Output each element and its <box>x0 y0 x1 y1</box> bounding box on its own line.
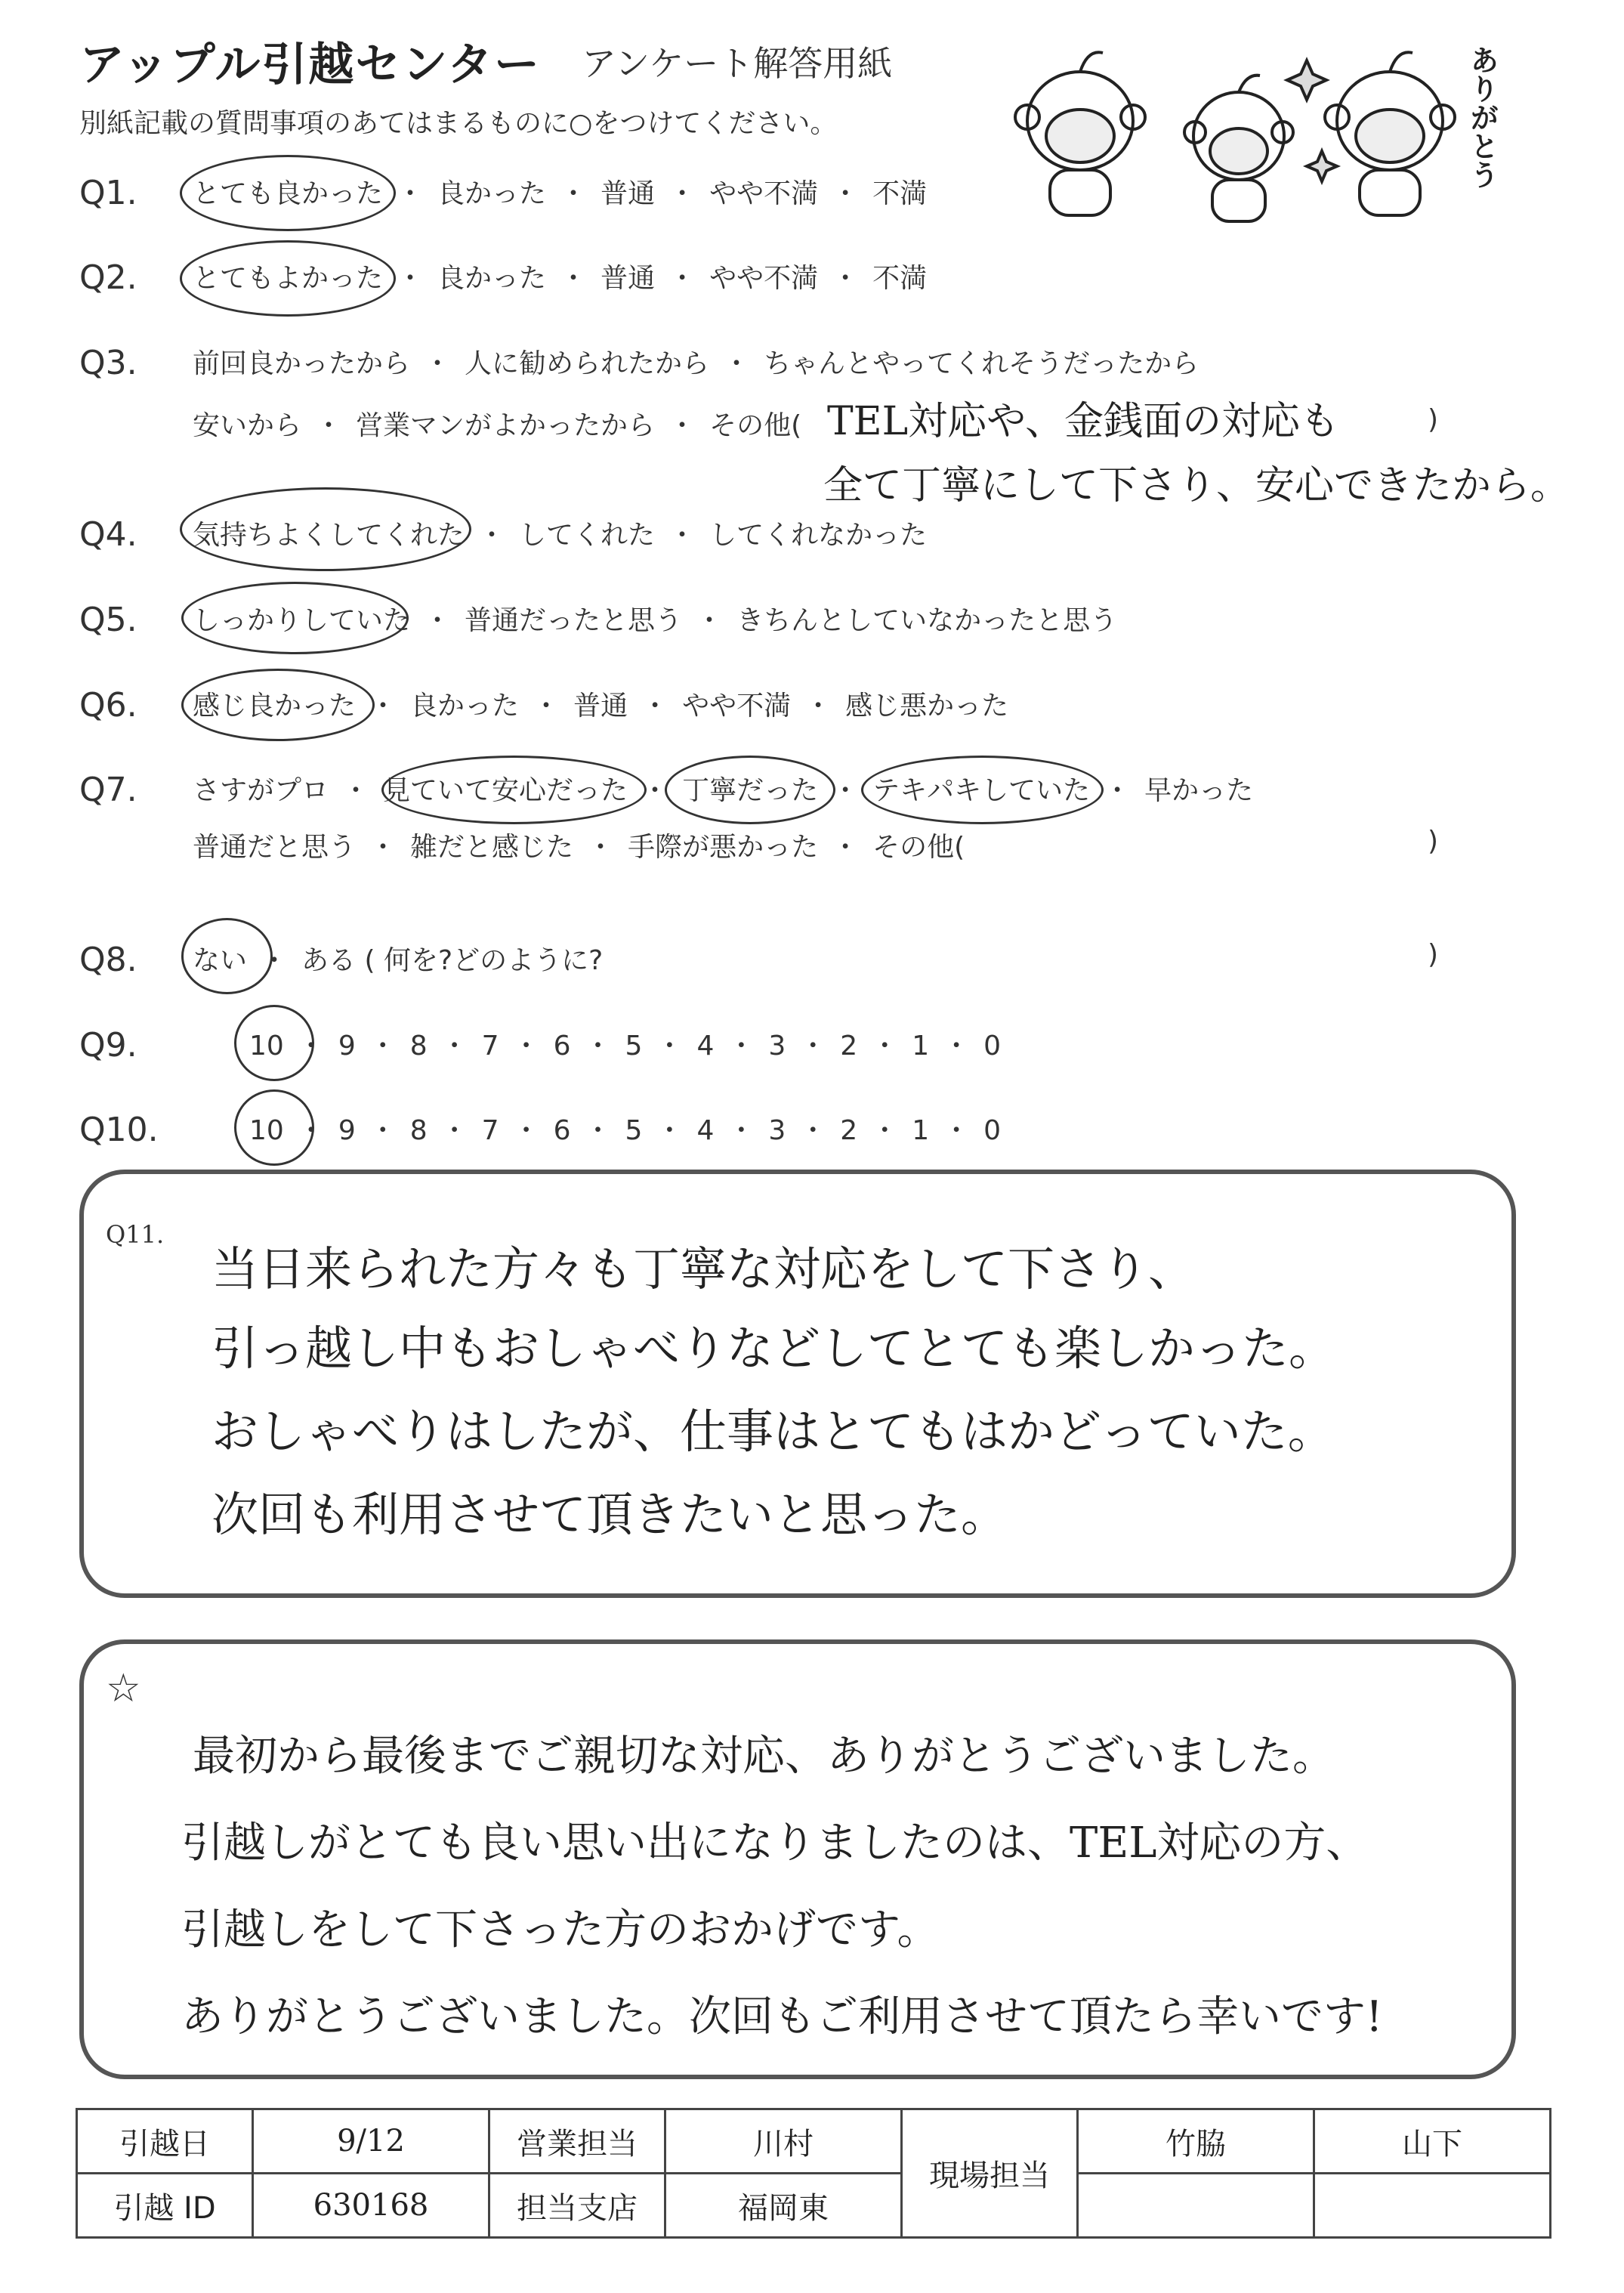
q5-option[interactable]: 普通だったと思う <box>465 605 683 636</box>
q1-option[interactable]: 普通 <box>601 178 656 209</box>
q3-handwriting-1: TEL対応や、金銭面の対応も <box>827 399 1340 444</box>
star-icon: ☆ <box>106 1666 141 1711</box>
q6-option[interactable]: やや不満 <box>682 691 792 722</box>
q7-options-line2: 普通だと思う ・ 雑だと感じた ・ 手際が悪かった ・ その他( <box>193 826 965 864</box>
q4-option[interactable]: してくれなかった <box>709 520 928 551</box>
q7-option[interactable]: 普通だと思う <box>193 832 357 863</box>
q1-option[interactable]: とても良かった <box>193 178 384 209</box>
q3-option[interactable]: 安いから <box>193 410 302 441</box>
q3-option[interactable]: 前回良かったから <box>193 348 411 379</box>
monkey-2-icon <box>1184 76 1293 221</box>
site-staff-2[interactable]: 山下 <box>1314 2109 1551 2174</box>
move-date-label: 引越日 <box>77 2109 253 2174</box>
q7-option[interactable]: その他( <box>872 832 965 863</box>
selection-circle <box>180 487 471 571</box>
move-date-value[interactable]: 9/12 <box>253 2109 489 2174</box>
q8-option[interactable]: ない <box>193 945 248 976</box>
q8-close-paren: ) <box>1428 939 1439 970</box>
q3-option[interactable]: その他( <box>709 410 802 441</box>
selection-circle <box>181 669 375 741</box>
scale-option[interactable]: 3 <box>768 1031 786 1062</box>
star-line: 引越しをして下さった方のおかげです。 <box>181 1905 940 1955</box>
q3-option[interactable]: ちゃんとやってくれそうだったから <box>764 348 1199 379</box>
scale-option[interactable]: 1 <box>912 1031 930 1062</box>
q4-option[interactable]: してくれた <box>519 520 656 551</box>
q1-options: とても良かった ・ 良かった ・ 普通 ・ やや不満 ・ 不満 <box>193 172 927 211</box>
selection-circle <box>181 582 409 654</box>
q2-option[interactable]: 良かった <box>437 263 547 294</box>
q5-options: しっかりしていた ・ 普通だったと思う ・ きちんとしていなかったと思う <box>193 599 1117 638</box>
monkey-3-icon <box>1325 52 1455 215</box>
move-id-value[interactable]: 630168 <box>253 2174 489 2238</box>
scale-option[interactable]: 6 <box>553 1115 571 1146</box>
monkey-mascots-illustration <box>997 30 1488 234</box>
scale-option[interactable]: 1 <box>912 1115 930 1146</box>
selection-circle <box>234 1089 314 1166</box>
star-line: ありがとうございました。次回もご利用させて頂たら幸いです! <box>181 1992 1383 2041</box>
instruction-text: 別紙記載の質問事項のあてはまるものに○をつけてください。 <box>79 108 838 139</box>
branch-label: 担当支店 <box>489 2174 665 2238</box>
q2-option[interactable]: とてもよかった <box>193 263 384 294</box>
q4-label: Q4. <box>79 515 137 554</box>
q1-option[interactable]: 不満 <box>872 178 928 209</box>
q3-close-paren: ) <box>1428 404 1439 435</box>
q6-option[interactable]: 感じ良かった <box>193 691 357 722</box>
q9-scale: 10 ・ 9 ・ 8 ・ 7 ・ 6 ・ 5 ・ 4 ・ 3 ・ 2 ・ 1 ・ 0 <box>249 1031 1002 1062</box>
q6-option[interactable]: 感じ悪かった <box>845 691 1009 722</box>
selection-circle <box>665 756 835 824</box>
q4-option[interactable]: 気持ちよくしてくれた <box>193 520 465 551</box>
q1-option[interactable]: 良かった <box>437 178 547 209</box>
q11-line: おしゃべりはしたが、仕事はとてもはかどっていた。 <box>211 1404 1335 1459</box>
scale-option[interactable]: 0 <box>983 1115 1002 1146</box>
q6-option[interactable]: 良かった <box>410 691 520 722</box>
selection-circle <box>861 756 1104 824</box>
selection-circle <box>180 240 396 317</box>
q5-option[interactable]: きちんとしていなかったと思う <box>736 605 1118 636</box>
site-staff-empty-cell <box>1078 2174 1314 2238</box>
site-label: 現場担当 <box>902 2109 1078 2238</box>
sales-value[interactable]: 川村 <box>665 2109 902 2174</box>
scale-option[interactable]: 0 <box>983 1031 1002 1062</box>
q2-option[interactable]: やや不満 <box>709 263 819 294</box>
q2-option[interactable]: 普通 <box>601 263 656 294</box>
star-line: 引越しがとても良い思い出になりましたのは、TEL対応の方、 <box>181 1819 1369 1868</box>
scale-option[interactable]: 10 <box>249 1115 284 1146</box>
q2-options: とてもよかった ・ 良かった ・ 普通 ・ やや不満 ・ 不満 <box>193 257 927 295</box>
sparkle-icon <box>1307 151 1337 181</box>
form-subtitle: アンケート解答用紙 <box>582 43 893 84</box>
scale-option[interactable]: 9 <box>338 1115 356 1146</box>
sparkle-icon <box>1287 60 1326 100</box>
q9-label: Q9. <box>79 1026 137 1065</box>
q3-options-line1: 前回良かったから ・ 人に勧められたから ・ ちゃんとやってくれそうだったから <box>193 342 1199 381</box>
q10-scale: 10 ・ 9 ・ 8 ・ 7 ・ 6 ・ 5 ・ 4 ・ 3 ・ 2 ・ 1 ・ 0 <box>249 1115 1002 1146</box>
scale-option[interactable]: 3 <box>768 1115 786 1146</box>
q6-options: 感じ良かった ・ 良かった ・ 普通 ・ やや不満 ・ 感じ悪かった <box>193 685 1008 723</box>
thanks-mascot-text: ありがとう <box>1465 45 1499 189</box>
q7-label: Q7. <box>79 771 137 809</box>
q7-option[interactable]: 丁寧だった <box>682 775 819 806</box>
q11-line: 引っ越し中もおしゃべりなどしてとても楽しかった。 <box>211 1321 1336 1376</box>
move-id-label: 引越 ID <box>77 2174 253 2238</box>
scale-option[interactable]: 7 <box>481 1115 499 1146</box>
q8-options: ない ・ ある ( 何を?どのように? <box>193 939 603 978</box>
q1-option[interactable]: やや不満 <box>709 178 819 209</box>
q3-option[interactable]: 営業マンがよかったから <box>356 410 656 441</box>
q7-options-line1: さすがプロ ・ 見ていて安心だった ・ 丁寧だった ・ テキパキしていた ・ 早かった <box>193 769 1253 808</box>
scale-option[interactable]: 7 <box>481 1031 499 1062</box>
scale-option[interactable]: 10 <box>249 1031 284 1062</box>
site-staff-1[interactable]: 竹脇 <box>1078 2109 1314 2174</box>
scale-option[interactable]: 5 <box>625 1115 643 1146</box>
q11-line: 次回も利用させて頂きたいと思った。 <box>211 1487 1008 1542</box>
q4-options: 気持ちよくしてくれた ・ してくれた ・ してくれなかった <box>193 514 927 552</box>
scale-option[interactable]: 8 <box>409 1115 428 1146</box>
q7-option[interactable]: さすがプロ <box>193 775 329 806</box>
q3-options-line2: 安いから ・ 営業マンがよかったから ・ その他( <box>193 404 801 443</box>
q6-label: Q6. <box>79 686 137 725</box>
q1-label: Q1. <box>79 174 137 212</box>
sales-label: 営業担当 <box>489 2109 665 2174</box>
selection-circle <box>181 918 273 994</box>
q7-close-paren: ) <box>1428 826 1439 857</box>
q3-option[interactable]: 人に勧められたから <box>465 348 710 379</box>
q7-option[interactable]: 早かった <box>1144 775 1254 806</box>
scale-option[interactable]: 8 <box>409 1031 428 1062</box>
selection-circle <box>381 756 647 824</box>
q3-handwriting-2: 全て丁寧にして下さり、安心できたから。 <box>823 463 1570 508</box>
scale-option[interactable]: 4 <box>696 1031 715 1062</box>
site-staff-empty-cell <box>1314 2174 1551 2238</box>
q7-option[interactable]: 見ていて安心だった <box>383 775 628 806</box>
selection-circle <box>180 155 396 231</box>
scale-option[interactable]: 2 <box>840 1115 858 1146</box>
q10-label: Q10. <box>79 1111 159 1149</box>
q2-label: Q2. <box>79 258 137 297</box>
q5-label: Q5. <box>79 601 137 639</box>
q6-option[interactable]: 普通 <box>573 691 628 722</box>
q8-option[interactable]: ある ( 何を?どのように? <box>301 945 604 976</box>
q2-option[interactable]: 不満 <box>872 263 928 294</box>
q7-option[interactable]: 雑だと感じた <box>410 832 574 863</box>
q3-label: Q3. <box>79 344 137 382</box>
q7-option[interactable]: テキパキしていた <box>872 775 1091 806</box>
selection-circle <box>234 1005 314 1081</box>
brand-title: アップル引越センター <box>79 39 541 91</box>
q8-label: Q8. <box>79 941 137 979</box>
star-line: 最初から最後までご親切な対応、ありがとうございました。 <box>193 1732 1335 1781</box>
q11-label: Q11. <box>106 1220 165 1249</box>
scale-option[interactable]: 6 <box>553 1031 571 1062</box>
branch-value[interactable]: 福岡東 <box>665 2174 902 2238</box>
scale-option[interactable]: 2 <box>840 1031 858 1062</box>
scale-option[interactable]: 5 <box>625 1031 643 1062</box>
q5-option[interactable]: しっかりしていた <box>193 605 411 636</box>
q7-option[interactable]: 手際が悪かった <box>628 832 819 863</box>
scale-option[interactable]: 9 <box>338 1031 356 1062</box>
move-info-table <box>76 2108 1551 2239</box>
scale-option[interactable]: 4 <box>696 1115 715 1146</box>
q11-line: 当日来られた方々も丁寧な対応をして下さり、 <box>211 1241 1196 1296</box>
monkey-1-icon <box>1015 52 1145 215</box>
